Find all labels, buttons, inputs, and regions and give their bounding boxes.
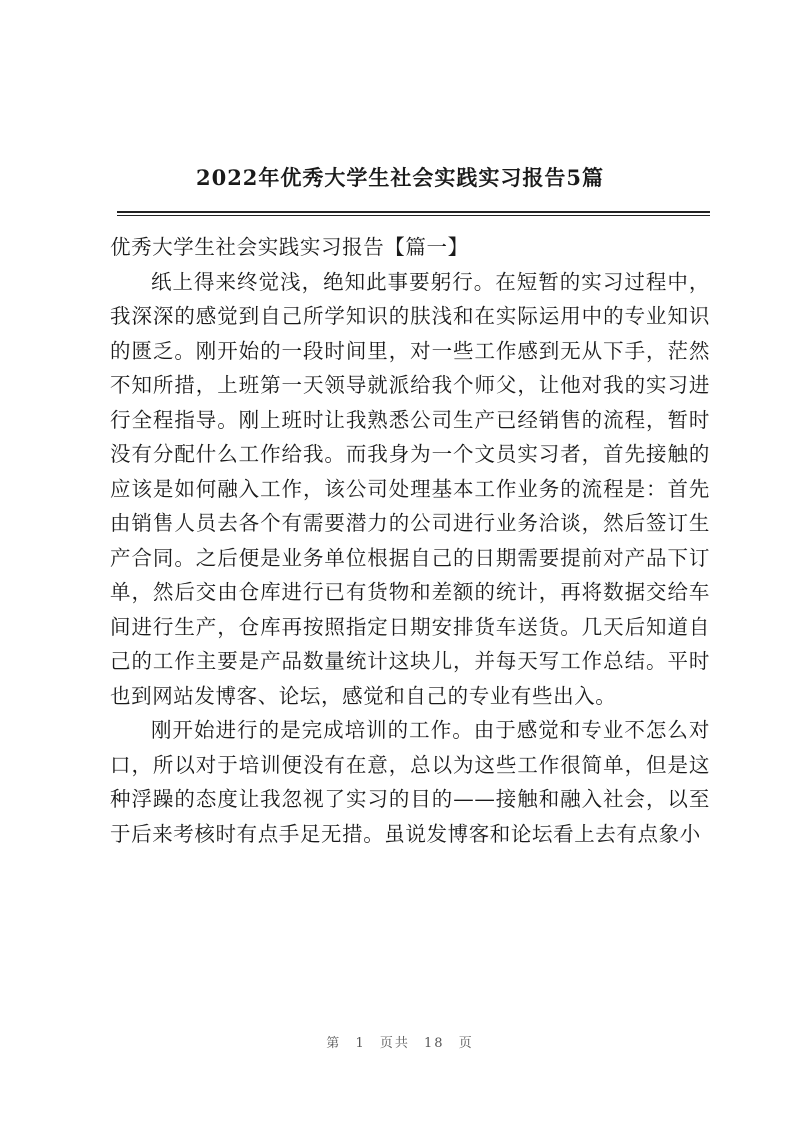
paragraph-2: 刚开始进行的是完成培训的工作。由于感觉和专业不怎么对口，所以对于培训便没有在意，总以为这些工作很简单，但是这种浮躁的态度让我忽视了实习的目的——接触和融入社会，以至于后来考核时有点手足无措。虽说发博客和论坛看上去有点象小 [110, 718, 710, 846]
paragraph-1: 纸上得来终觉浅，绝知此事要躬行。在短暂的实习过程中，我深深的感觉到自己所学知识的肤浅和在实际运用中的专业知识的匮乏。刚开始的一段时间里，对一些工作感到无从下手，茫然不知所措，上班第一天领导就派给我个师父，让他对我的实习进行全程指导。刚上班时让我熟悉公司生产已经销售的流程，暂时没有分配什么工作给我。而我身为一个文员实习者，首先接触的应该是如何融入工作，该公司处理基本工作业务的流程是：首先由销售人员去各个有需要潜力的公司进行业务洽谈，然后签订生产合同。之后便是业务单位根据自己的日期需要提前对产品下订单，然后交由仓库进行已有货物和差额的统计，再将数据交给车间进行生产，仓库再按照指定日期安排货车送货。几天后知道自己的工作主要是产品数量统计这块儿，并每天写工作总结。平时也到网站发博客、论坛，感觉和自己的专业有些出入。 [110, 269, 710, 708]
document-title: 2022年优秀大学生社会实践实习报告5篇 [195, 165, 605, 190]
footer-page-suffix: 页 [458, 1036, 474, 1051]
footer-total-pages: 18 [424, 1036, 445, 1051]
footer-page-middle: 页共 [379, 1036, 410, 1051]
document-body [110, 230, 710, 851]
title-rule-thin [117, 215, 710, 216]
section-heading: 优秀大学生社会实践实习报告【篇一】 [110, 235, 469, 259]
title-rule-thick [117, 211, 710, 213]
page-footer [0, 1032, 800, 1051]
footer-page-prefix: 第 [326, 1036, 342, 1051]
footer-page-number: 1 [355, 1036, 366, 1051]
